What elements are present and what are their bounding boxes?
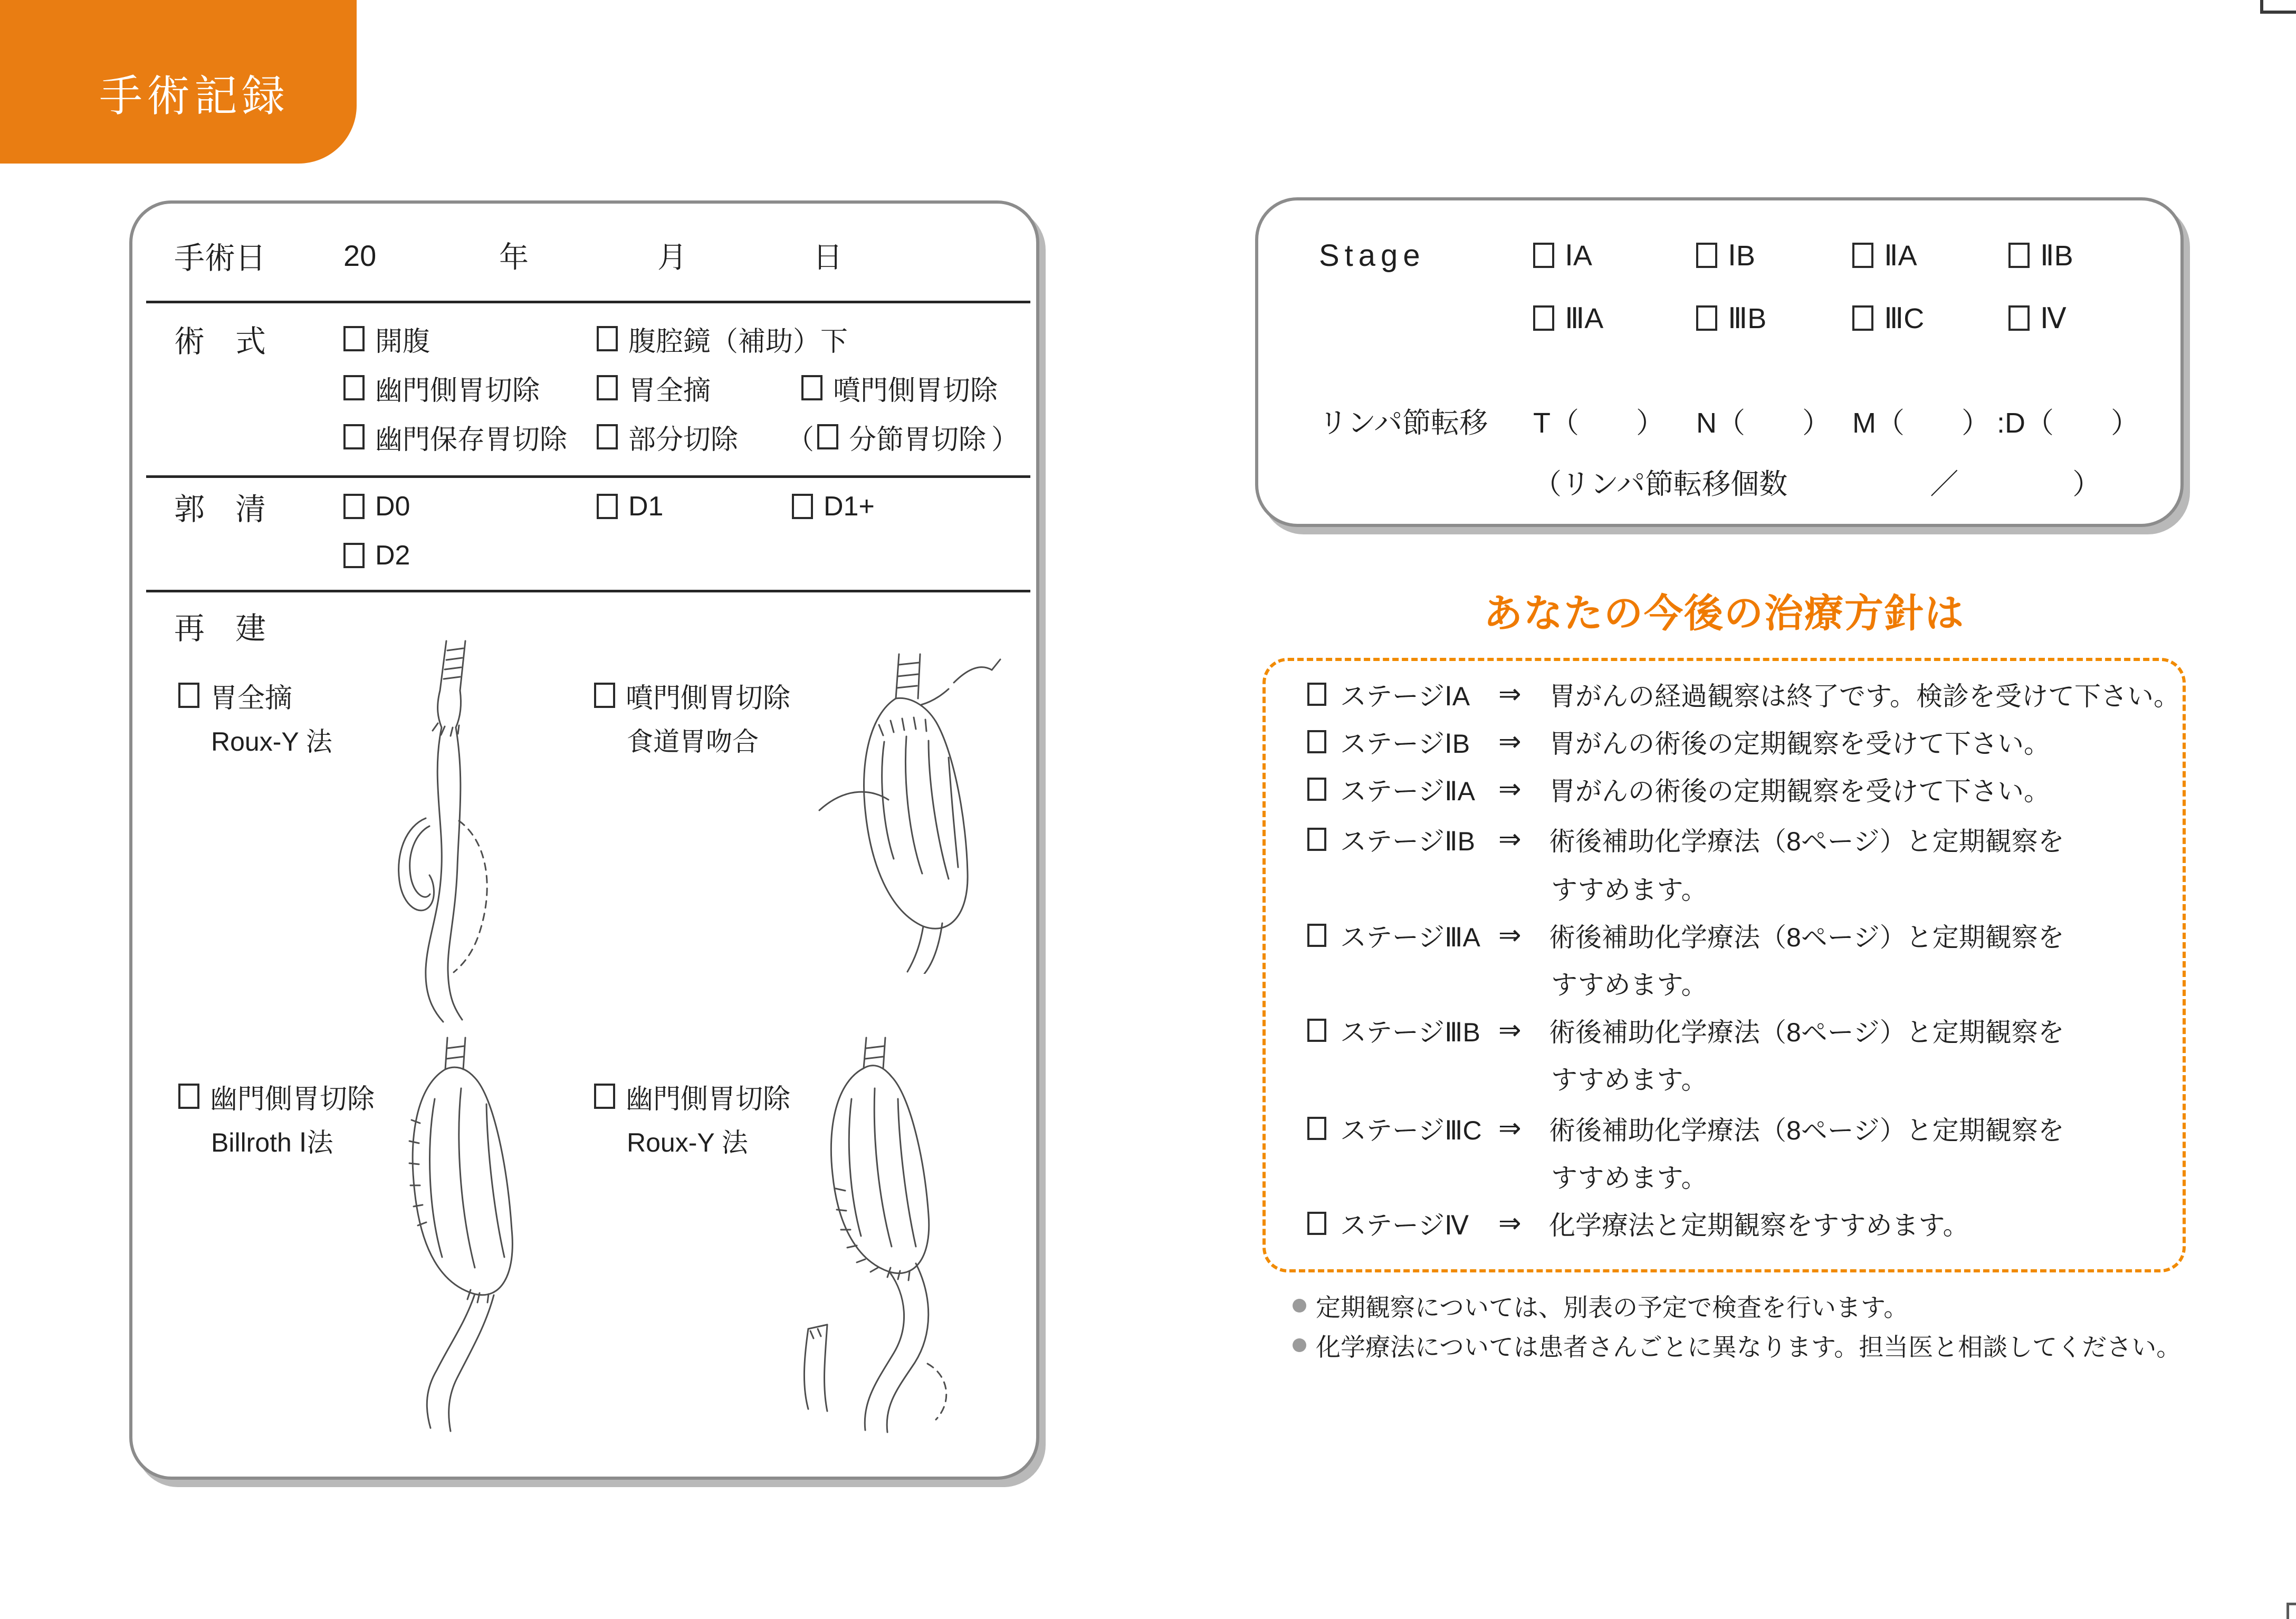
recon-method-label: Roux-Y 法 [211,727,332,756]
option-stage-ib [1696,234,1755,276]
checkbox-treat-iv[interactable] [1307,1212,1326,1235]
stage-option-label: ⅡA [1884,240,1917,272]
checkbox-distal-gastrectomy[interactable] [343,375,365,400]
treatment-stage-label: ステージⅢC [1340,1116,1482,1145]
divider [146,301,1030,303]
checkbox-treat-ia[interactable] [1307,683,1326,706]
method-row-2 [132,367,1036,409]
checkbox-stage-iiia[interactable] [1533,305,1554,331]
date-row [132,234,1036,276]
arrow-icon: ⇒ [1498,679,1522,710]
option-label: 開腹 [375,326,430,357]
option-d1plus [792,485,875,528]
treatment-text-continued: すすめます。 [1551,875,1708,905]
method-label: 術 式 [174,324,266,359]
note-text: 定期観察については、別表の予定で検査を行います。 [1316,1293,1909,1321]
checkbox-treat-iia[interactable] [1307,778,1326,801]
treatment-policy-box [1262,658,2186,1272]
checkbox-recon-distal-billroth[interactable] [178,1084,199,1109]
recon-option-total-roux [178,674,332,759]
page-corner-mark-bottom [2287,1603,2296,1619]
treatment-text-continued: すすめます。 [1551,1065,1708,1095]
option-label: D1+ [824,491,875,522]
arrow-icon: ⇒ [1498,1208,1522,1239]
lymph-label: リンパ節転移 [1319,407,1488,439]
stage-row-2 [1258,297,2180,339]
option-laparoscopic [597,318,848,360]
option-partial-resection [597,416,738,458]
reconstruction-label: 再 建 [174,611,266,646]
note-periodic-observation [1293,1290,1908,1321]
surgery-record-tab [0,0,357,164]
treatment-text-continued: すすめます。 [1551,1163,1708,1193]
treatment-text: 胃がんの術後の定期観察を受けて下さい。 [1549,729,2050,759]
option-stage-iiic [1852,297,1924,339]
treatment-row-iv [1307,1205,1969,1242]
surgery-form-panel [129,200,1039,1480]
bullet-icon [1293,1338,1306,1352]
stage-row-1 [1258,234,2180,276]
option-stage-iia [1852,234,1917,276]
checkbox-segmental-resection[interactable] [817,424,838,449]
dissection-label: 郭 清 [174,492,266,526]
option-stage-iiib [1696,297,1766,339]
checkbox-d0[interactable] [343,494,365,519]
stage-option-label: ⅠA [1565,240,1592,272]
option-d0 [343,485,410,528]
checkbox-stage-iiib[interactable] [1696,305,1717,331]
option-label: 噴門側胃切除 [833,375,998,406]
treatment-stage-label: ステージⅡB [1340,827,1475,856]
date-label: 手術日 [174,241,266,275]
option-segmental-resection [787,416,1019,458]
option-stage-iiia [1533,297,1603,339]
option-d2 [343,534,410,577]
recon-option-proximal [594,674,790,759]
checkbox-laparoscopic[interactable] [597,326,618,351]
option-pylorus-preserving [343,416,567,458]
checkbox-proximal-gastrectomy[interactable] [801,375,822,400]
stage-label: Stage [1319,238,1426,273]
stage-option-label: ⅡB [2040,240,2073,272]
treatment-text: 術後補助化学療法（8ページ）と定期観察を [1549,1116,2064,1145]
treatment-row-iia [1307,771,2050,808]
divider [146,475,1030,478]
treatment-text: 胃がんの術後の定期観察を受けて下さい。 [1549,777,2050,806]
option-stage-iv [2008,297,2067,339]
checkbox-stage-iia[interactable] [1852,243,1873,268]
checkbox-treat-iiic[interactable] [1307,1117,1326,1140]
dissection-row-2 [132,534,1036,577]
stage-option-label: ⅢA [1565,302,1604,334]
recon-option-distal-billroth [178,1075,375,1160]
checkbox-stage-ib[interactable] [1696,243,1717,268]
arrow-icon: ⇒ [1498,1113,1522,1144]
option-label: 幽門保存胃切除 [375,424,568,455]
treatment-row-ib [1307,723,2050,760]
treatment-text-continued: すすめます。 [1551,970,1708,1000]
treatment-row-iiic [1307,1110,2064,1147]
recon-method-label: Roux-Y 法 [627,1128,748,1157]
option-label: 幽門側胃切除 [375,375,540,406]
treatment-policy-title: あなたの今後の治療方針は [1484,591,1965,635]
lymph-count-row [1258,461,2180,503]
treatment-text: 術後補助化学療法（8ページ）と定期観察を [1549,1018,2064,1047]
treatment-stage-label: ステージⅠB [1340,729,1470,759]
note-chemotherapy [1293,1329,2181,1361]
reconstruction-row [132,605,1036,647]
checkbox-stage-iib[interactable] [2008,243,2030,268]
arrow-icon: ⇒ [1498,824,1522,855]
recon-title-label: 幽門側胃切除 [210,1084,375,1115]
bullet-icon [1293,1299,1306,1313]
treatment-stage-label: ステージⅣ [1340,1211,1469,1240]
checkbox-treat-iiia[interactable] [1307,924,1326,947]
checkbox-total-gastrectomy[interactable] [597,375,618,400]
lymph-row [1258,399,2180,442]
diagram-total-gastrectomy-roux-y [375,639,533,1024]
checkbox-d2[interactable] [343,543,365,568]
treatment-text: 術後補助化学療法（8ページ）と定期観察を [1549,827,2064,856]
option-distal-gastrectomy [343,367,540,409]
lymph-count-field[interactable]: （リンパ節転移個数 ／ ） [1533,468,2101,500]
stage-panel [1255,197,2184,527]
treatment-text: 化学療法と定期観察をすすめます。 [1549,1211,1969,1240]
method-row-1 [132,318,1036,360]
checkbox-d1plus[interactable] [792,494,813,519]
arrow-icon: ⇒ [1498,1015,1522,1046]
checkbox-pylorus-preserving[interactable] [343,424,365,449]
treatment-stage-label: ステージⅡA [1340,777,1475,806]
lymph-d-field[interactable]: :D（ ） [1997,407,2139,439]
treatment-stage-label: ステージⅠA [1340,682,1470,711]
option-d1 [597,485,663,528]
option-stage-iib [2008,234,2073,276]
checkbox-stage-ia[interactable] [1533,243,1554,268]
recon-method-label: Billroth Ⅰ法 [211,1128,333,1157]
method-row-3 [132,416,1036,458]
checkbox-treat-ib[interactable] [1307,730,1326,753]
option-label: 腹腔鏡（補助）下 [628,326,848,357]
checkbox-d1[interactable] [597,494,618,519]
lymph-n-field[interactable]: N（ ） [1696,407,1831,439]
stage-option-label: ⅠB [1728,240,1755,272]
checkbox-stage-iv[interactable] [2008,305,2030,331]
lymph-t-field[interactable]: T（ ） [1533,407,1664,439]
treatment-stage-label: ステージⅢA [1340,923,1480,952]
tab-title: 手術記録 [99,72,289,120]
treatment-stage-label: ステージⅢB [1340,1018,1480,1047]
option-label: 部分切除 [628,424,739,455]
checkbox-treat-iib[interactable] [1307,828,1326,851]
diagram-proximal-gastrectomy [790,652,1001,974]
recon-method-label: 食道胃吻合 [627,727,759,756]
month-unit: 月 [657,241,687,274]
dissection-row-1 [132,485,1036,528]
treatment-row-iiib [1307,1012,2064,1049]
day-unit: 日 [813,241,843,274]
checkbox-recon-total-roux[interactable] [178,683,199,708]
stage-option-label: Ⅳ [2040,302,2067,334]
option-label: 分節胃切除 [849,424,987,455]
paren-close: ） [991,424,1019,455]
option-label: D1 [628,491,664,522]
stage-option-label: ⅢC [1884,302,1925,334]
treatment-row-iib [1307,821,2064,858]
arrow-icon: ⇒ [1498,774,1522,804]
checkbox-partial-resection[interactable] [597,424,618,449]
date-century: 20 [343,238,377,272]
treatment-text: 胃がんの経過観察は終了です。検診を受けて下さい。 [1549,682,2180,711]
option-label: D2 [375,540,410,571]
diagram-distal-gastrectomy-billroth-1 [371,1036,532,1434]
checkbox-stage-iiic[interactable] [1852,305,1873,331]
option-laparotomy [343,318,430,360]
checkbox-treat-iiib[interactable] [1307,1019,1326,1042]
treatment-text: 術後補助化学療法（8ページ）と定期観察を [1549,923,2064,952]
note-text: 化学療法については患者さんごとに異なります。担当医と相談してください。 [1316,1333,2182,1361]
checkbox-laparotomy[interactable] [343,326,365,351]
year-unit: 年 [499,241,529,274]
recon-title-label: 胃全摘 [210,683,293,714]
option-proximal-gastrectomy [801,367,998,409]
recon-title-label: 噴門側胃切除 [626,683,791,714]
page-corner-mark-top [2260,0,2296,14]
option-stage-ia [1533,234,1592,276]
treatment-row-ia [1307,676,2180,713]
arrow-icon: ⇒ [1498,726,1522,757]
recon-title-label: 幽門側胃切除 [626,1084,791,1115]
lymph-m-field[interactable]: M（ ） [1852,407,1990,439]
checkbox-recon-distal-roux[interactable] [594,1084,615,1109]
arrow-icon: ⇒ [1498,920,1522,951]
stage-option-label: ⅢB [1728,302,1767,334]
checkbox-recon-proximal[interactable] [594,683,615,708]
treatment-row-iiia [1307,917,2064,954]
diagram-distal-gastrectomy-roux-y [758,1036,979,1434]
option-total-gastrectomy [597,367,711,409]
option-label: D0 [375,491,410,522]
divider [146,590,1030,592]
option-label: 胃全摘 [628,375,711,406]
paren-open: （ [787,424,815,455]
